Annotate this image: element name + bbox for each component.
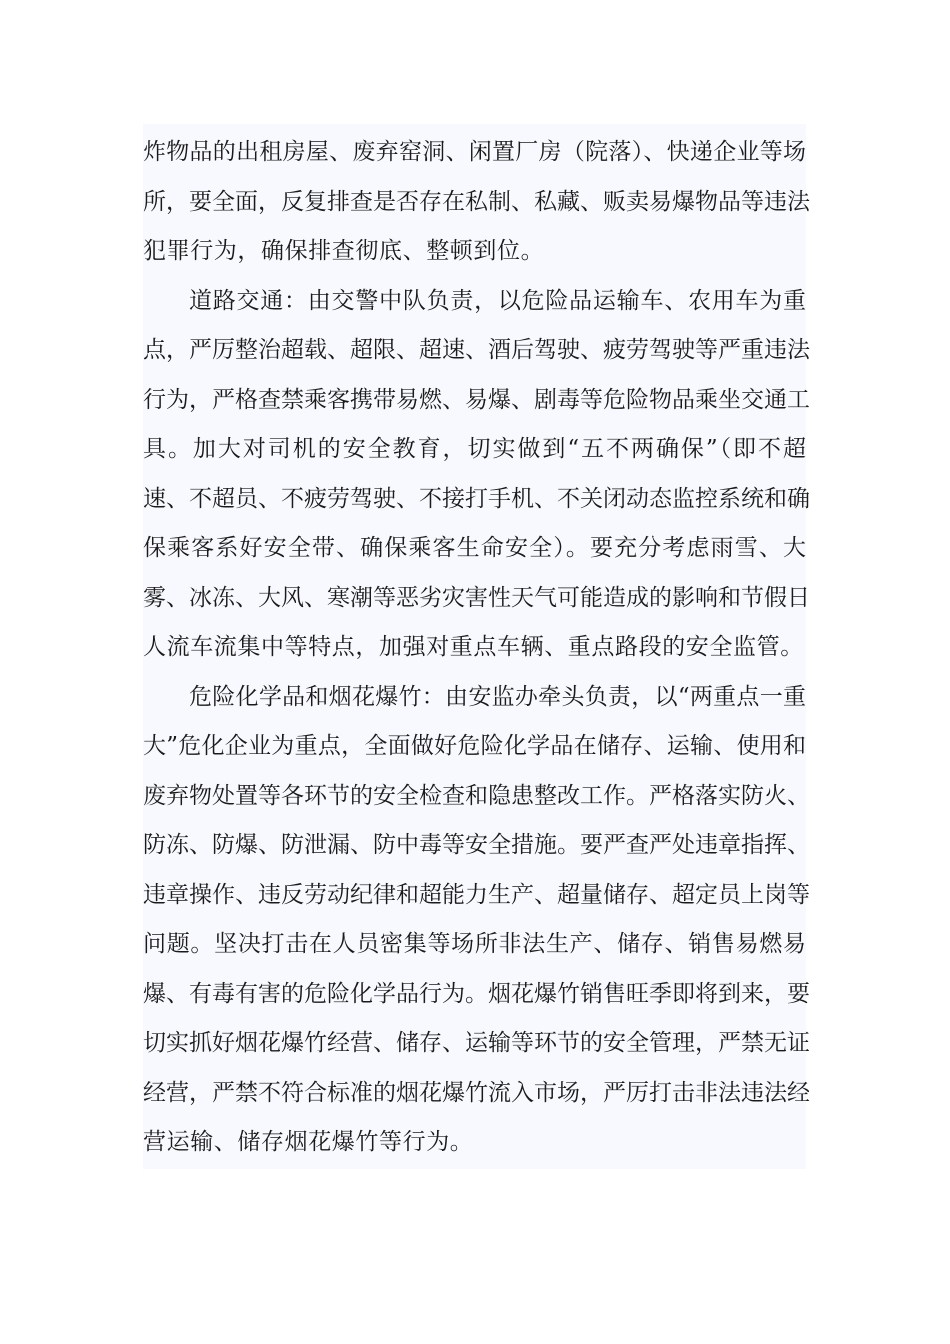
text-line: 速、不超员、不疲劳驾驶、不接打手机、不关闭动态监控系统和确 xyxy=(143,485,810,512)
text-line: 大”危化企业为重点，全面做好危险化学品在储存、运输、使用和 xyxy=(143,733,806,759)
text-line: 犯罪行为，确保排查彻底、整顿到位。 xyxy=(143,238,545,264)
text-line: 废弃物处置等各环节的安全检查和隐患整改工作。严格落实防火、 xyxy=(143,782,810,809)
text-line: 防冻、防爆、防泄漏、防中毒等安全措施。要严查严处违章指挥、 xyxy=(143,832,810,858)
text-line: 保乘客系好安全带、确保乘客生命安全）。要充分考虑雨雪、大 xyxy=(143,535,806,561)
text-line: 经营，严禁不符合标准的烟花爆竹流入市场，严厉打击非法违法经 xyxy=(143,1079,810,1106)
text-line: 违章操作、违反劳动纪律和超能力生产、超量储存、超定员上岗等 xyxy=(143,881,810,908)
text-line: 行为，严格查禁乘客携带易燃、易爆、剧毒等危险物品乘坐交通工 xyxy=(143,386,810,413)
text-line: 爆、有毒有害的危险化学品行为。烟花爆竹销售旺季即将到来，要 xyxy=(143,980,810,1007)
text-line: 雾、冰冻、大风、寒潮等恶劣灾害性天气可能造成的影响和节假日 xyxy=(143,584,810,611)
text-line: 点，严厉整治超载、超限、超速、酒后驾驶、疲劳驾驶等严重违法 xyxy=(143,337,810,363)
text-line: 道路交通：由交警中队负责，以危险品运输车、农用车为重 xyxy=(189,287,806,314)
text-line: 具。加大对司机的安全教育，切实做到“五不两确保”（即不超 xyxy=(143,436,806,462)
text-line: 人流车流集中等特点，加强对重点车辆、重点路段的安全监管。 xyxy=(143,634,804,660)
text-line: 危险化学品和烟花爆竹：由安监办牵头负责，以“两重点一重 xyxy=(189,683,806,710)
document-body xyxy=(143,124,810,1169)
text-line: 炸物品的出租房屋、废弃窑洞、闲置厂房（院落）、快递企业等场 xyxy=(143,139,806,165)
text-line: 所，要全面，反复排查是否存在私制、私藏、贩卖易爆物品等违法 xyxy=(143,188,810,215)
text-line: 营运输、储存烟花爆竹等行为。 xyxy=(143,1129,474,1155)
text-line: 问题。坚决打击在人员密集等场所非法生产、储存、销售易燃易 xyxy=(143,931,806,957)
text-line: 切实抓好烟花爆竹经营、储存、运输等环节的安全管理，严禁无证 xyxy=(143,1030,810,1056)
